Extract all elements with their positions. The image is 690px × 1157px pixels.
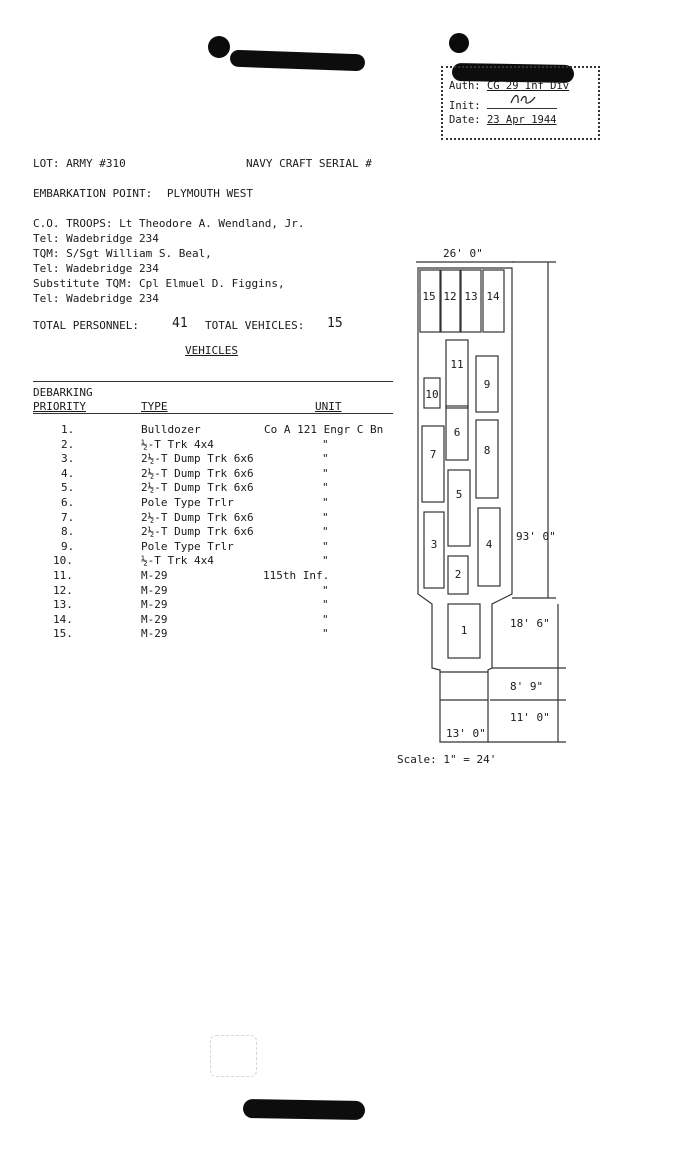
col-header-unit: UNIT: [315, 400, 342, 413]
slot-label-13: 13: [464, 290, 478, 303]
vehicle-priority: 1.: [61, 423, 75, 436]
vehicle-unit: ": [322, 554, 329, 567]
vehicle-unit: ": [322, 481, 329, 494]
co-troops-tel: Tel: Wadebridge 234: [33, 232, 159, 245]
col-header-priority-line1: DEBARKING: [33, 386, 93, 399]
vehicle-type: Pole Type Trlr: [141, 496, 234, 509]
vehicle-type: M-29: [141, 598, 168, 611]
vehicle-type: 2½-T Dump Trk 6x6: [141, 511, 254, 524]
date-value: 23 Apr 1944: [486, 114, 557, 126]
slot-label-14: 14: [486, 290, 500, 303]
slot-label-8: 8: [483, 444, 491, 457]
vehicle-type: ½-T Trk 4x4: [141, 438, 214, 451]
vehicle-unit: ": [322, 613, 329, 626]
slot-7: [422, 426, 444, 502]
scale-note: Scale: 1" = 24': [397, 753, 497, 766]
vehicle-unit: ": [322, 452, 329, 465]
vehicle-unit: ": [322, 525, 329, 538]
vehicle-priority: 7.: [61, 511, 75, 524]
slot-label-1: 1: [460, 624, 468, 637]
redaction-bottom: [243, 1099, 365, 1120]
tqm-tel: Tel: Wadebridge 234: [33, 262, 159, 275]
col-header-priority-line2: PRIORITY: [33, 400, 86, 413]
vehicle-type: 2½-T Dump Trk 6x6: [141, 525, 254, 538]
embarkation-label: EMBARKATION POINT:: [33, 187, 153, 200]
slot-label-4: 4: [485, 538, 493, 551]
stern-dimension: 13' 0": [446, 727, 486, 740]
slot-label-6: 6: [453, 426, 461, 439]
slot-8: [476, 420, 498, 498]
co-troops: C.O. TROOPS: Lt Theodore A. Wendland, Jr.: [33, 217, 305, 230]
auth-value: CG 29 Inf Div: [486, 80, 570, 92]
vehicle-priority: 10.: [53, 554, 73, 567]
total-personnel-value: 41: [172, 316, 188, 331]
vehicle-priority: 15.: [53, 627, 73, 640]
vehicles-heading: VEHICLES: [185, 344, 238, 357]
slot-5: [448, 470, 470, 546]
lot-number: LOT: ARMY #310: [33, 157, 126, 170]
vehicle-unit: ": [322, 540, 329, 553]
vehicle-unit: ": [322, 598, 329, 611]
vehicle-unit: Co A 121 Engr C Bn: [264, 423, 384, 436]
slot-label-15: 15: [422, 290, 436, 303]
slot-label-7: 7: [429, 448, 437, 461]
ramp-dimension-1: 18' 6": [510, 617, 550, 630]
vehicle-priority: 11.: [53, 569, 73, 582]
slot-label-5: 5: [455, 488, 463, 501]
vehicle-type: M-29: [141, 627, 168, 640]
vehicle-type: 2½-T Dump Trk 6x6: [141, 467, 254, 480]
vehicle-priority: 14.: [53, 613, 73, 626]
total-vehicles-value: 15: [327, 316, 343, 331]
total-vehicles-label: TOTAL VEHICLES:: [205, 319, 305, 332]
vehicle-priority: 4.: [61, 467, 75, 480]
substitute-tqm: Substitute TQM: Cpl Elmuel D. Figgins,: [33, 277, 285, 290]
slot-label-11: 11: [450, 358, 464, 371]
slot-label-9: 9: [483, 378, 491, 391]
vehicle-priority: 9.: [61, 540, 75, 553]
width-dimension: 26' 0": [443, 247, 483, 260]
slot-label-3: 3: [430, 538, 438, 551]
vehicle-unit: ": [322, 584, 329, 597]
ramp-dimension-3: 11' 0": [510, 711, 550, 724]
vehicle-type: Bulldozer: [141, 423, 201, 436]
vehicle-type: 2½-T Dump Trk 6x6: [141, 452, 254, 465]
auth-label: Auth:: [449, 80, 481, 92]
vehicle-unit: ": [322, 467, 329, 480]
vehicle-priority: 5.: [61, 481, 75, 494]
vehicle-unit: ": [322, 496, 329, 509]
vehicle-priority: 3.: [61, 452, 75, 465]
vehicle-priority: 2.: [61, 438, 75, 451]
stamp-smudge: [210, 1035, 257, 1077]
slot-label-10: 10: [425, 388, 439, 401]
vehicle-type: ½-T Trk 4x4: [141, 554, 214, 567]
total-personnel-label: TOTAL PERSONNEL:: [33, 319, 139, 332]
tqm: TQM: S/Sgt William S. Beal,: [33, 247, 212, 260]
vehicle-unit: ": [322, 627, 329, 640]
length-dimension: 93' 0": [516, 530, 556, 543]
vehicle-unit: ": [322, 511, 329, 524]
vehicle-priority: 13.: [53, 598, 73, 611]
ramp-dimension-2: 8' 9": [510, 680, 544, 693]
vehicle-type: M-29: [141, 584, 168, 597]
slot-11: [446, 340, 468, 408]
navy-craft-serial: NAVY CRAFT SERIAL #: [246, 157, 372, 170]
vehicle-type: Pole Type Trlr: [141, 540, 234, 553]
col-header-type: TYPE: [141, 400, 168, 413]
substitute-tqm-tel: Tel: Wadebridge 234: [33, 292, 159, 305]
embarkation-value: PLYMOUTH WEST: [166, 187, 253, 200]
vehicle-unit: ": [322, 438, 329, 451]
vehicle-priority: 12.: [53, 584, 73, 597]
init-label: Init:: [449, 100, 481, 112]
vehicle-type: M-29: [141, 613, 168, 626]
date-label: Date:: [449, 114, 481, 126]
hull-outline: [418, 268, 512, 742]
vehicle-priority: 8.: [61, 525, 75, 538]
vehicle-priority: 6.: [61, 496, 75, 509]
slot-label-12: 12: [443, 290, 457, 303]
slot-label-2: 2: [454, 568, 462, 581]
vehicle-type: M-29: [141, 569, 168, 582]
vehicle-unit: 115th Inf.: [263, 569, 330, 582]
vehicle-type: 2½-T Dump Trk 6x6: [141, 481, 254, 494]
